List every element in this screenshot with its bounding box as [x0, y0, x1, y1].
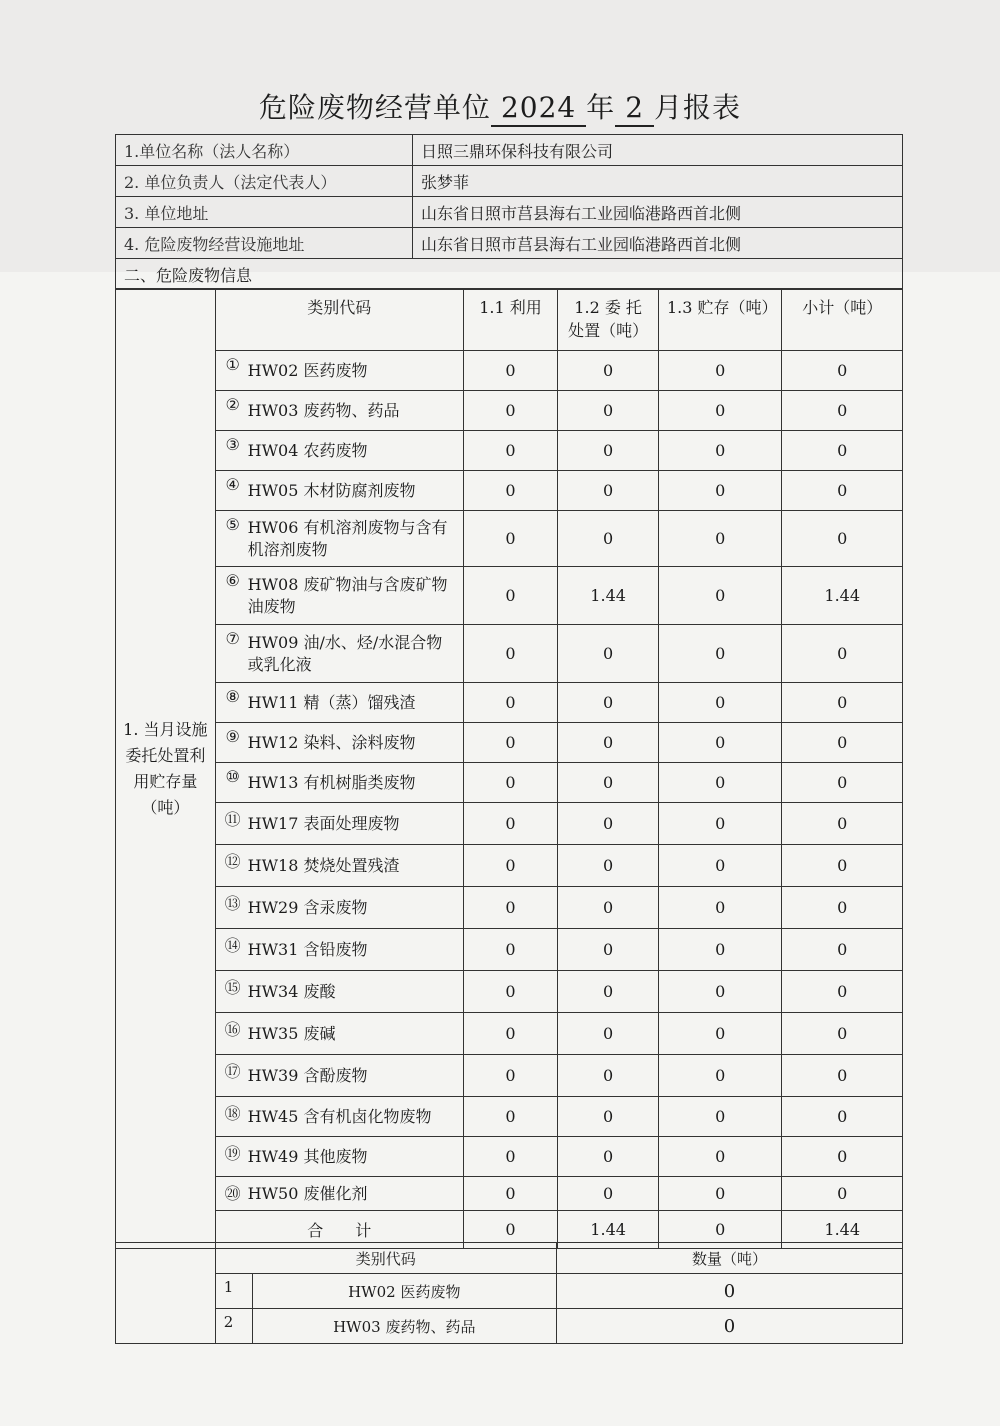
row-use: 0: [463, 803, 558, 845]
row-use: 0: [463, 1097, 558, 1137]
total-use: 0: [463, 1211, 558, 1249]
row-subtotal: 0: [782, 929, 903, 971]
row-use: 0: [463, 1055, 558, 1097]
table-row: [116, 1055, 903, 1097]
row-category: HW09 油/水、烃/水混合物或乳化液: [244, 625, 464, 683]
table-row: [116, 1309, 903, 1344]
row-use: 0: [463, 683, 558, 723]
row-subtotal: 0: [782, 1013, 903, 1055]
row-index: 2: [215, 1309, 252, 1344]
row-store: 0: [658, 1013, 781, 1055]
row-number: ⑱: [215, 1097, 243, 1137]
page-title: [0, 86, 1000, 127]
row-store: 0: [658, 431, 781, 471]
row-category: HW50 废催化剂: [244, 1177, 464, 1211]
row-store: 0: [658, 803, 781, 845]
row-category: HW08 废矿物油与含废矿物油废物: [244, 567, 464, 625]
row-use: 0: [463, 511, 558, 567]
row-number: ⑮: [215, 971, 243, 1013]
row-category: HW06 有机溶剂废物与含有机溶剂废物: [244, 511, 464, 567]
row-store: 0: [658, 723, 781, 763]
table-row: [116, 567, 903, 625]
total-subtotal: 1.44: [782, 1211, 903, 1249]
row-qty: 0: [556, 1309, 902, 1344]
row-entrust: 0: [558, 351, 659, 391]
row-index: 1: [215, 1274, 252, 1309]
table-row: [116, 511, 903, 567]
row-number: ⑫: [215, 845, 243, 887]
row-category: HW34 废酸: [244, 971, 464, 1013]
info-value: 山东省日照市莒县海右工业园临港路西首北侧: [413, 197, 903, 228]
table-row: [116, 1274, 903, 1309]
row-store: 0: [658, 351, 781, 391]
category-quantity-header: [116, 1243, 903, 1274]
row-store: 0: [658, 471, 781, 511]
row-store: 0: [658, 511, 781, 567]
blank-cell: [116, 1243, 216, 1344]
row-use: 0: [463, 625, 558, 683]
row-subtotal: 1.44: [782, 567, 903, 625]
row-category: HW12 染料、涂料废物: [244, 723, 464, 763]
row-use: 0: [463, 887, 558, 929]
row-subtotal: 0: [782, 971, 903, 1013]
table-row: [116, 845, 903, 887]
row-category: HW03 废药物、药品: [244, 391, 464, 431]
row-number: ⑧: [215, 683, 243, 723]
info-label: 3. 单位地址: [116, 197, 413, 228]
row-code: HW03 废药物、药品: [252, 1309, 556, 1344]
row-subtotal: 0: [782, 391, 903, 431]
table-row: [116, 1177, 903, 1211]
title-year-suffix: 年: [586, 91, 616, 124]
row-code: HW02 医药废物: [252, 1274, 556, 1309]
table-row: [116, 625, 903, 683]
row-entrust: 0: [558, 1137, 659, 1177]
row-qty: 0: [556, 1274, 902, 1309]
row-entrust: 0: [558, 845, 659, 887]
info-value: 张梦菲: [413, 166, 903, 197]
row-number: ⑳: [215, 1177, 243, 1211]
info-row: [116, 135, 903, 166]
row-entrust: 0: [558, 511, 659, 567]
row-use: 0: [463, 1137, 558, 1177]
row-entrust: 0: [558, 471, 659, 511]
row-entrust: 0: [558, 625, 659, 683]
row-use: 0: [463, 763, 558, 803]
info-value: 山东省日照市莒县海右工业园临港路西首北侧: [413, 228, 903, 259]
row-store: 0: [658, 763, 781, 803]
table-row: [116, 971, 903, 1013]
row-number: ⑨: [215, 723, 243, 763]
row-store: 0: [658, 391, 781, 431]
row-store: 0: [658, 887, 781, 929]
basic-info-table: [115, 134, 903, 259]
row-store: 0: [658, 1137, 781, 1177]
row-entrust: 0: [558, 431, 659, 471]
table-row: [116, 1013, 903, 1055]
info-row: [116, 166, 903, 197]
row-category: HW05 木材防腐剂废物: [244, 471, 464, 511]
row-store: 0: [658, 929, 781, 971]
row-subtotal: 0: [782, 887, 903, 929]
table-row: [116, 723, 903, 763]
row-entrust: 1.44: [558, 567, 659, 625]
row-subtotal: 0: [782, 1097, 903, 1137]
row-use: 0: [463, 567, 558, 625]
row-store: 0: [658, 625, 781, 683]
row-subtotal: 0: [782, 1177, 903, 1211]
row-number: ⑰: [215, 1055, 243, 1097]
header-entrust: 1.2 委 托 处置（吨）: [558, 289, 659, 351]
table-row: [116, 887, 903, 929]
row-category: HW13 有机树脂类废物: [244, 763, 464, 803]
header-code-2: 类别代码: [215, 1243, 556, 1274]
row-entrust: 0: [558, 803, 659, 845]
row-category: HW18 焚烧处置残渣: [244, 845, 464, 887]
row-use: 0: [463, 1013, 558, 1055]
row-category: HW02 医药废物: [244, 351, 464, 391]
table-row: [116, 763, 903, 803]
row-subtotal: 0: [782, 723, 903, 763]
row-subtotal: 0: [782, 351, 903, 391]
row-number: ⑭: [215, 929, 243, 971]
row-use: 0: [463, 471, 558, 511]
section-header: [115, 258, 903, 290]
row-subtotal: 0: [782, 471, 903, 511]
header-use: 1.1 利用: [463, 289, 558, 351]
table-row: [116, 471, 903, 511]
info-value: 日照三鼎环保科技有限公司: [413, 135, 903, 166]
row-store: 0: [658, 683, 781, 723]
row-entrust: 0: [558, 971, 659, 1013]
row-store: 0: [658, 971, 781, 1013]
row-entrust: 0: [558, 763, 659, 803]
header-subtotal: 小计（吨）: [782, 289, 903, 351]
row-subtotal: 0: [782, 845, 903, 887]
row-entrust: 0: [558, 1097, 659, 1137]
table-row: [116, 391, 903, 431]
total-entrust: 1.44: [558, 1211, 659, 1249]
waste-table-header: [116, 289, 903, 351]
row-use: 0: [463, 929, 558, 971]
info-row: [116, 228, 903, 259]
row-category: HW39 含酚废物: [244, 1055, 464, 1097]
row-number: ⑦: [215, 625, 243, 683]
section-title: 二、危险废物信息: [116, 259, 903, 290]
row-subtotal: 0: [782, 625, 903, 683]
row-entrust: 0: [558, 1013, 659, 1055]
row-entrust: 0: [558, 683, 659, 723]
row-subtotal: 0: [782, 511, 903, 567]
header-code: 类别代码: [215, 289, 463, 351]
info-row: [116, 197, 903, 228]
row-number: ⑬: [215, 887, 243, 929]
row-number: ②: [215, 391, 243, 431]
title-month: 2: [615, 91, 654, 127]
row-subtotal: 0: [782, 1055, 903, 1097]
row-number: ⑩: [215, 763, 243, 803]
row-store: 0: [658, 845, 781, 887]
row-store: 0: [658, 1177, 781, 1211]
table-row: [116, 1137, 903, 1177]
waste-table: [115, 288, 903, 1249]
row-category: HW17 表面处理废物: [244, 803, 464, 845]
info-label: 2. 单位负责人（法定代表人）: [116, 166, 413, 197]
row-number: ①: [215, 351, 243, 391]
row-subtotal: 0: [782, 1137, 903, 1177]
row-use: 0: [463, 391, 558, 431]
row-category: HW49 其他废物: [244, 1137, 464, 1177]
total-label: 合 计: [215, 1211, 463, 1249]
row-number: ③: [215, 431, 243, 471]
title-prefix: 危险废物经营单位: [258, 91, 491, 124]
row-use: 0: [463, 1177, 558, 1211]
row-subtotal: 0: [782, 683, 903, 723]
row-use: 0: [463, 723, 558, 763]
row-category: HW31 含铅废物: [244, 929, 464, 971]
row-category: HW11 精（蒸）馏残渣: [244, 683, 464, 723]
row-number: ⑲: [215, 1137, 243, 1177]
table-row: [116, 803, 903, 845]
table-row: [116, 683, 903, 723]
row-store: 0: [658, 1097, 781, 1137]
row-number: ⑪: [215, 803, 243, 845]
row-store: 0: [658, 1055, 781, 1097]
side-label: 1. 当月设施委托处置利用贮存量（吨）: [116, 289, 216, 1249]
row-subtotal: 0: [782, 763, 903, 803]
table-row: [116, 929, 903, 971]
info-label: 4. 危险废物经营设施地址: [116, 228, 413, 259]
row-entrust: 0: [558, 887, 659, 929]
row-subtotal: 0: [782, 803, 903, 845]
table-row: [116, 431, 903, 471]
table-row: [116, 351, 903, 391]
row-number: ⑥: [215, 567, 243, 625]
row-use: 0: [463, 431, 558, 471]
header-qty: 数量（吨）: [556, 1243, 902, 1274]
total-store: 0: [658, 1211, 781, 1249]
row-number: ⑤: [215, 511, 243, 567]
row-subtotal: 0: [782, 431, 903, 471]
info-label: 1.单位名称（法人名称）: [116, 135, 413, 166]
row-entrust: 0: [558, 929, 659, 971]
row-use: 0: [463, 845, 558, 887]
row-entrust: 0: [558, 1055, 659, 1097]
row-store: 0: [658, 567, 781, 625]
row-entrust: 0: [558, 1177, 659, 1211]
row-entrust: 0: [558, 723, 659, 763]
title-month-suffix: 月报表: [654, 91, 742, 124]
row-category: HW04 农药废物: [244, 431, 464, 471]
title-year: 2024: [491, 91, 586, 127]
category-quantity-table: [115, 1242, 903, 1344]
row-use: 0: [463, 351, 558, 391]
row-category: HW45 含有机卤化物废物: [244, 1097, 464, 1137]
row-number: ④: [215, 471, 243, 511]
row-category: HW35 废碱: [244, 1013, 464, 1055]
row-entrust: 0: [558, 391, 659, 431]
table-row: [116, 1097, 903, 1137]
header-store: 1.3 贮存（吨）: [658, 289, 781, 351]
row-use: 0: [463, 971, 558, 1013]
row-number: ⑯: [215, 1013, 243, 1055]
row-category: HW29 含汞废物: [244, 887, 464, 929]
